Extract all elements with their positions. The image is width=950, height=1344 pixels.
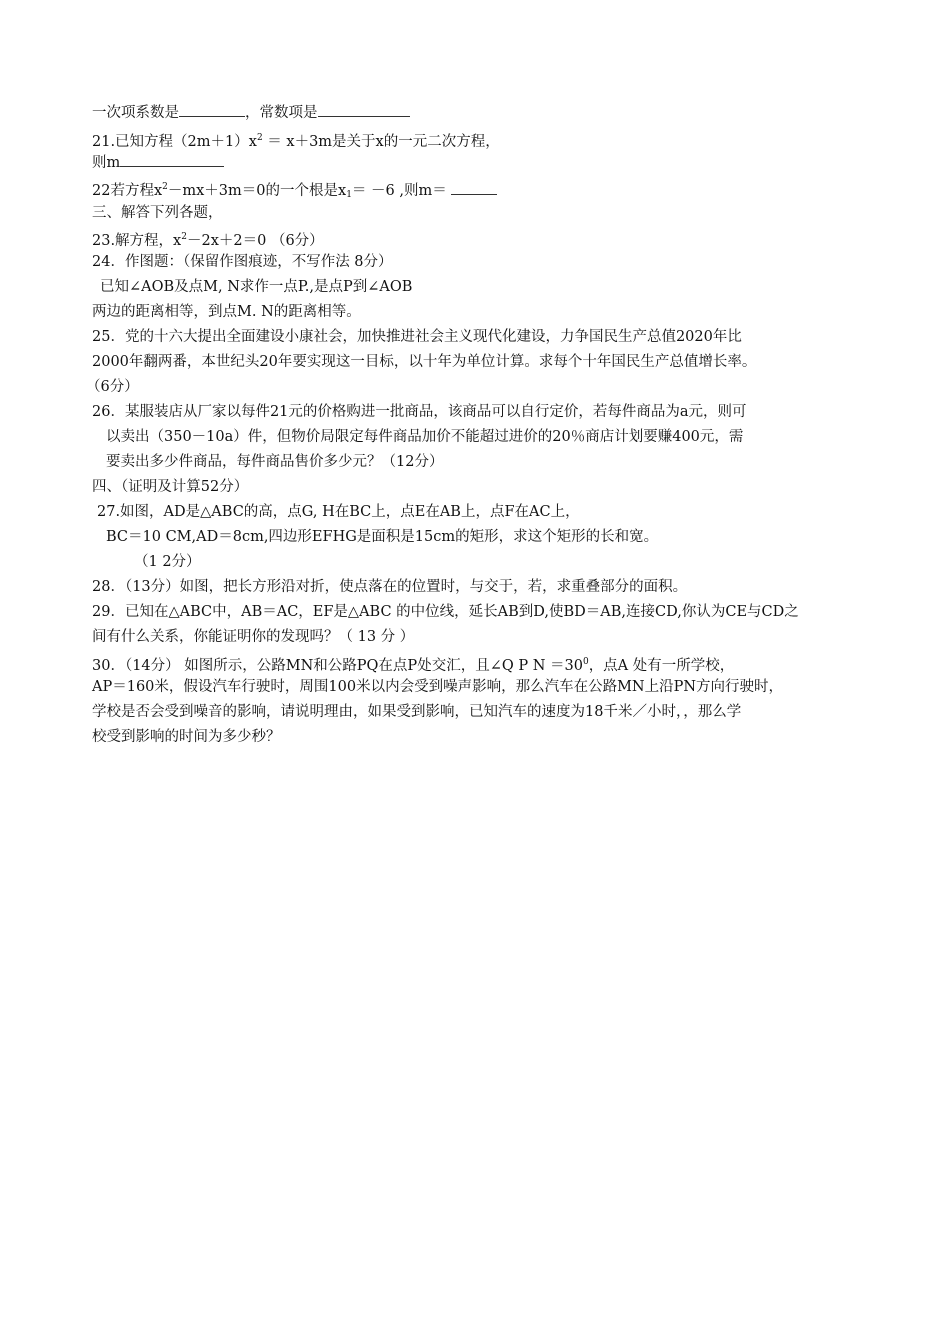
question-30-line-2: AP＝160米，假设汽车行驶时，周围100米以内会受到噪声影响，那么汽车在公路MN上沿PN方向行驶时， <box>92 679 784 695</box>
text-segment: －mx＋3m＝0的一个根是x <box>167 183 347 199</box>
text-segment: ＝ －6 ,则m＝ <box>351 183 447 199</box>
question-24-line-3: 两边的距离相等，到点M. N的距离相等。 <box>92 304 361 320</box>
question-28: 28．（13分）如图，把长方形沿对折，使点落在的位置时，与交于，若，求重叠部分的面积。 <box>92 579 688 595</box>
superscript: 2 <box>162 182 168 192</box>
line-linear-coefficient <box>92 103 410 123</box>
question-29: 29．已知在△ABC中，AB＝AC，EF是△ABC 的中位线，延长AB到D,使BD＝AB,连接CD,你认为CE与CD之 <box>92 604 799 620</box>
question-25-line-2: 2000年翻两番，本世纪头20年要实现这一目标，以十年为单位计算。求每个十年国民生产总值增长率。 <box>92 354 757 370</box>
question-25-points: （6分） <box>86 379 139 395</box>
superscript: 2 <box>181 232 187 242</box>
answer-blank <box>179 106 245 117</box>
section-3-heading: 三、解答下列各题， <box>92 205 223 221</box>
answer-blank <box>120 156 224 167</box>
question-30-line-4: 校受到影响的时间为多少秒？ <box>92 729 281 745</box>
superscript: 2 <box>256 133 263 143</box>
text-segment: ，点A 处有一所学校， <box>588 658 735 674</box>
subscript: 1 <box>346 190 352 200</box>
question-23 <box>92 227 324 251</box>
text-segment: －2x＋2＝0 （6分） <box>186 233 324 249</box>
question-26: 26．某服装店从厂家以每件21元的价格购进一批商品，该商品可以自行定价，若每件商品为a元，则可 <box>92 404 747 420</box>
answer-blank <box>318 106 410 117</box>
text-segment: 22若方程x <box>92 183 163 199</box>
text-segment: 21.已知方程（2m＋1）x <box>92 134 257 150</box>
text-segment: 23.解方程，x <box>92 233 182 249</box>
answer-blank <box>451 184 497 195</box>
question-27-line-2: BC＝10 CM,AD＝8cm,四边形EFHG是面积是15cm的矩形，求这个矩形的长和宽。 <box>106 529 659 545</box>
question-21 <box>92 128 500 152</box>
question-25: 25．党的十六大提出全面建设小康社会，加快推进社会主义现代化建设，力争国民生产总值2020年比 <box>92 329 742 345</box>
question-30-line-3: 学校是否会受到噪音的影响，请说明理由，如果受到影响，已知汽车的速度为18千米／小时，，那么学 <box>92 704 742 720</box>
text-segment: ＝ x＋3m是关于x的一元二次方程， <box>262 134 500 150</box>
question-24: 24．作图题：（保留作图痕迹，不写作法 8分） <box>92 254 393 270</box>
superscript: 0 <box>582 657 589 667</box>
question-30 <box>92 652 734 676</box>
question-29-line-2: 间有什么关系，你能证明你的发现吗？（ 13 分 ） <box>92 629 415 645</box>
question-27-points: （1 2分） <box>134 554 201 570</box>
text-segment: 30．（14分） 如图所示，公路MN和公路PQ在点P处交汇，且∠Q P N ＝30 <box>92 658 583 674</box>
question-24-line-2: 已知∠AOB及点M, N求作一点P.,是点P到∠AOB <box>100 279 413 295</box>
text-segment: ，常数项是 <box>245 105 318 121</box>
question-21-answer <box>92 153 224 173</box>
question-26-line-3: 要卖出多少件商品，每件商品售价多少元？（12分） <box>106 454 444 470</box>
question-26-line-2: 以卖出（350－10a）件，但物价局限定每件商品加价不能超过进价的20％商店计划要赚400元，需 <box>106 429 744 445</box>
text-segment: 则m <box>92 155 121 171</box>
section-4-heading: 四、（证明及计算52分） <box>92 479 249 495</box>
question-22 <box>92 177 497 205</box>
text-segment: 一次项系数是 <box>92 105 179 121</box>
question-27: 27.如图，AD是△ABC的高，点G, H在BC上，点E在AB上，点F在AC上， <box>97 504 580 520</box>
